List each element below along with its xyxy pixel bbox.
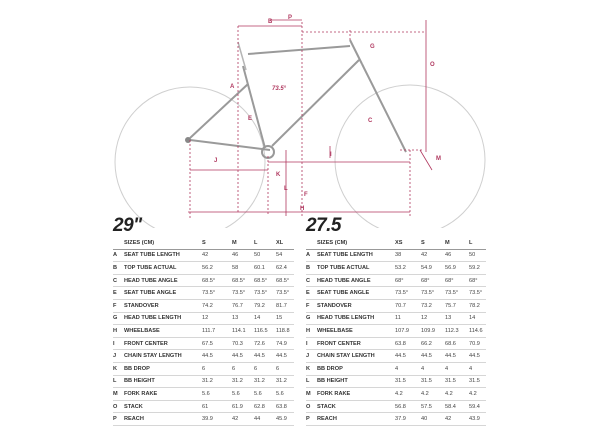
dimension-value: 5.6	[202, 388, 232, 401]
dimension-value: 53.2	[395, 262, 421, 275]
dimension-name: SEAT TUBE LENGTH	[317, 249, 395, 262]
dimension-code: B	[113, 262, 124, 275]
dimension-value: 61	[202, 400, 232, 413]
dimension-code: C	[113, 274, 124, 287]
size-column-header: XL	[276, 237, 294, 249]
dimension-value: 58.4	[445, 400, 469, 413]
dimension-value: 45.9	[276, 413, 294, 426]
dimension-value: 73.5°	[232, 287, 254, 300]
dimension-value: 44.5	[202, 350, 232, 363]
dimension-value: 73.5°	[276, 287, 294, 300]
dimension-value: 73.2	[421, 299, 445, 312]
table-row	[306, 274, 486, 287]
dimension-name: BB HEIGHT	[124, 375, 202, 388]
dimension-value: 68.6	[445, 337, 469, 350]
dimension-value: 44.5	[395, 350, 421, 363]
dimension-value: 54.9	[421, 262, 445, 275]
size-column-header: L	[254, 237, 276, 249]
dimension-value: 14	[469, 312, 486, 325]
dimension-value: 73.5°	[202, 287, 232, 300]
dimension-value: 31.5	[421, 375, 445, 388]
dimension-code: F	[306, 299, 317, 312]
dimension-value: 11	[395, 312, 421, 325]
table-row	[113, 299, 294, 312]
dim-label-h: H	[300, 206, 305, 212]
dimension-value: 5.6	[232, 388, 254, 401]
dimension-value: 39.9	[202, 413, 232, 426]
dimension-value: 68.5°	[232, 274, 254, 287]
dimension-value: 5.6	[276, 388, 294, 401]
dimension-name: REACH	[124, 413, 202, 426]
dimension-value: 42	[202, 249, 232, 262]
table-title-27-5: 27.5	[306, 215, 341, 236]
dimension-value: 63.8	[276, 400, 294, 413]
dimension-value: 4.2	[395, 388, 421, 401]
dimension-value: 111.7	[202, 325, 232, 338]
dimension-value: 68°	[445, 274, 469, 287]
dimension-value: 4.2	[469, 388, 486, 401]
dimension-value: 73.5°	[469, 287, 486, 300]
table-row	[113, 400, 294, 413]
dimension-value: 44.5	[276, 350, 294, 363]
dimension-code: F	[113, 299, 124, 312]
table-row	[113, 249, 294, 262]
size-column-header: S	[421, 237, 445, 249]
dimension-code: M	[306, 388, 317, 401]
dimension-code: E	[306, 287, 317, 300]
table-row	[306, 325, 486, 338]
dimension-name: HEAD TUBE ANGLE	[124, 274, 202, 287]
dimension-name: STANDOVER	[317, 299, 395, 312]
dimension-value: 44.5	[445, 350, 469, 363]
dimension-code: H	[113, 325, 124, 338]
dimension-name: TOP TUBE ACTUAL	[317, 262, 395, 275]
table-row	[306, 337, 486, 350]
dimension-value: 31.2	[276, 375, 294, 388]
dimension-value: 4.2	[421, 388, 445, 401]
geometry-table-29	[113, 237, 294, 426]
dim-label-p: P	[288, 15, 293, 21]
dimension-value: 31.2	[232, 375, 254, 388]
dimension-code: K	[113, 362, 124, 375]
table-row	[113, 375, 294, 388]
dimension-value: 70.7	[395, 299, 421, 312]
dimension-value: 70.9	[469, 337, 486, 350]
dimension-value: 107.9	[395, 325, 421, 338]
size-column-header: L	[469, 237, 486, 249]
dim-label-m: M	[436, 156, 441, 162]
dimension-value: 5.6	[254, 388, 276, 401]
table-row	[306, 388, 486, 401]
dimension-value: 6	[276, 362, 294, 375]
bike-frame	[190, 40, 406, 152]
table-row	[306, 287, 486, 300]
dimension-code: G	[306, 312, 317, 325]
dimension-value: 31.2	[202, 375, 232, 388]
dimension-value: 68°	[421, 274, 445, 287]
dimension-value: 44.5	[254, 350, 276, 363]
dimension-value: 42	[421, 249, 445, 262]
table-row	[113, 350, 294, 363]
dimension-value: 37.9	[395, 413, 421, 426]
dimension-code: P	[306, 413, 317, 426]
dimension-value: 62.4	[276, 262, 294, 275]
dimension-value: 44.5	[469, 350, 486, 363]
dimension-value: 70.3	[232, 337, 254, 350]
dimension-value: 59.2	[469, 262, 486, 275]
dimension-value: 81.7	[276, 299, 294, 312]
dimension-value: 73.5°	[445, 287, 469, 300]
dimension-value: 50	[469, 249, 486, 262]
dimension-name: FORK RAKE	[317, 388, 395, 401]
dimension-value: 4	[421, 362, 445, 375]
dim-label-b: B	[268, 19, 273, 25]
seat-angle-annotation: 73.5°	[272, 86, 287, 92]
dimension-code: M	[113, 388, 124, 401]
dimension-value: 44.5	[421, 350, 445, 363]
dimension-value: 75.7	[445, 299, 469, 312]
dimension-value: 4	[445, 362, 469, 375]
size-column-header: S	[202, 237, 232, 249]
dimension-value: 13	[445, 312, 469, 325]
dimension-value: 57.5	[421, 400, 445, 413]
dim-label-a: A	[230, 84, 235, 90]
dimension-value: 73.5°	[421, 287, 445, 300]
table-row	[113, 362, 294, 375]
sizes-header: SIZES (CM)	[124, 237, 202, 249]
dimension-name: CHAIN STAY LENGTH	[317, 350, 395, 363]
dimension-code: E	[113, 287, 124, 300]
dimension-value: 78.2	[469, 299, 486, 312]
dimension-value: 40	[421, 413, 445, 426]
dimension-value: 62.8	[254, 400, 276, 413]
dimension-value: 74.2	[202, 299, 232, 312]
dimension-name: STANDOVER	[124, 299, 202, 312]
dimension-value: 63.8	[395, 337, 421, 350]
dimension-value: 73.5°	[395, 287, 421, 300]
table-row	[113, 388, 294, 401]
dimension-value: 42	[232, 413, 254, 426]
dimension-value: 79.2	[254, 299, 276, 312]
dimension-code: P	[113, 413, 124, 426]
dimension-value: 60.1	[254, 262, 276, 275]
dimension-value: 46	[445, 249, 469, 262]
dimension-value: 43.9	[469, 413, 486, 426]
dimension-value: 15	[276, 312, 294, 325]
dimension-name: CHAIN STAY LENGTH	[124, 350, 202, 363]
dimension-value: 13	[232, 312, 254, 325]
dimension-name: FORK RAKE	[124, 388, 202, 401]
table-row	[306, 249, 486, 262]
dimension-code: I	[113, 337, 124, 350]
dimension-value: 54	[276, 249, 294, 262]
dimension-name: WHEELBASE	[124, 325, 202, 338]
dimension-code: B	[306, 262, 317, 275]
dimension-code: K	[306, 362, 317, 375]
dimension-name: REACH	[317, 413, 395, 426]
dimension-value: 68°	[469, 274, 486, 287]
dimension-code: G	[113, 312, 124, 325]
dimension-value: 118.8	[276, 325, 294, 338]
dimension-code: A	[113, 249, 124, 262]
dimension-name: BB DROP	[317, 362, 395, 375]
dimension-value: 58	[232, 262, 254, 275]
dimension-value: 31.5	[445, 375, 469, 388]
dimension-value: 116.5	[254, 325, 276, 338]
dim-label-f: F	[304, 192, 308, 198]
table-row	[306, 299, 486, 312]
dimension-value: 68°	[395, 274, 421, 287]
dimension-name: BB HEIGHT	[317, 375, 395, 388]
sizes-header: SIZES (CM)	[317, 237, 395, 249]
dimension-value: 74.9	[276, 337, 294, 350]
dimension-name: STACK	[124, 400, 202, 413]
table-row	[113, 312, 294, 325]
dimension-value: 68.5°	[276, 274, 294, 287]
table-row	[306, 262, 486, 275]
table-row	[113, 262, 294, 275]
dimension-value: 112.3	[445, 325, 469, 338]
dim-label-e: E	[248, 116, 253, 122]
dimension-name: HEAD TUBE ANGLE	[317, 274, 395, 287]
dim-label-g: G	[370, 44, 375, 50]
table-row	[113, 287, 294, 300]
dimension-code: I	[306, 337, 317, 350]
table-header-row	[306, 237, 486, 249]
dim-label-j: J	[214, 158, 218, 164]
dimension-value: 56.8	[395, 400, 421, 413]
dimension-code: J	[306, 350, 317, 363]
dimension-value: 12	[202, 312, 232, 325]
dimension-value: 6	[202, 362, 232, 375]
dimension-code: H	[306, 325, 317, 338]
dimension-value: 114.1	[232, 325, 254, 338]
table-row	[306, 362, 486, 375]
dim-label-c: C	[368, 118, 373, 124]
size-column-header: M	[232, 237, 254, 249]
dimension-value: 56.9	[445, 262, 469, 275]
dimension-value: 4	[469, 362, 486, 375]
size-column-header: XS	[395, 237, 421, 249]
dimension-name: HEAD TUBE LENGTH	[124, 312, 202, 325]
dimension-name: STACK	[317, 400, 395, 413]
dimension-value: 76.7	[232, 299, 254, 312]
dimension-value: 31.2	[254, 375, 276, 388]
table-row	[306, 413, 486, 426]
dimension-name: FRONT CENTER	[124, 337, 202, 350]
dimension-value: 4.2	[445, 388, 469, 401]
dimension-code: L	[306, 375, 317, 388]
seatpost	[238, 42, 246, 70]
table-title-29: 29"	[113, 215, 142, 236]
table-row	[306, 350, 486, 363]
size-column-header: M	[445, 237, 469, 249]
dim-label-i: I	[330, 152, 332, 158]
dimension-value: 6	[254, 362, 276, 375]
geometry-table-27-5	[306, 237, 486, 426]
dimension-name: SEAT TUBE LENGTH	[124, 249, 202, 262]
dimension-value: 67.5	[202, 337, 232, 350]
dimension-value: 12	[421, 312, 445, 325]
dimension-code: J	[113, 350, 124, 363]
dimension-value: 50	[254, 249, 276, 262]
dimension-name: BB DROP	[124, 362, 202, 375]
dimension-code: C	[306, 274, 317, 287]
table-row	[306, 400, 486, 413]
dimension-value: 61.9	[232, 400, 254, 413]
table-row	[113, 274, 294, 287]
dimension-value: 44	[254, 413, 276, 426]
dimension-value: 4	[395, 362, 421, 375]
dimension-value: 66.2	[421, 337, 445, 350]
dimension-code: O	[113, 400, 124, 413]
dimension-value: 73.5°	[254, 287, 276, 300]
table-row	[306, 312, 486, 325]
dimension-code: O	[306, 400, 317, 413]
dimension-value: 59.4	[469, 400, 486, 413]
dimension-value: 44.5	[232, 350, 254, 363]
size-column-header	[306, 237, 317, 249]
dim-label-k: K	[276, 172, 281, 178]
table-row	[113, 325, 294, 338]
dimension-name: WHEELBASE	[317, 325, 395, 338]
dim-label-o: O	[430, 62, 435, 68]
dimension-value: 14	[254, 312, 276, 325]
dimension-value: 114.6	[469, 325, 486, 338]
dimension-value: 31.5	[395, 375, 421, 388]
dimension-code: A	[306, 249, 317, 262]
dimension-value: 68.5°	[202, 274, 232, 287]
dimension-value: 31.5	[469, 375, 486, 388]
dim-label-l: L	[284, 186, 288, 192]
dimension-name: SEAT TUBE ANGLE	[124, 287, 202, 300]
dimension-name: HEAD TUBE LENGTH	[317, 312, 395, 325]
table-row	[306, 375, 486, 388]
size-column-header	[113, 237, 124, 249]
dimension-value: 109.9	[421, 325, 445, 338]
table-row	[113, 413, 294, 426]
dimension-name: SEAT TUBE ANGLE	[317, 287, 395, 300]
dimension-value: 6	[232, 362, 254, 375]
table-header-row	[113, 237, 294, 249]
dimension-code: L	[113, 375, 124, 388]
table-row	[113, 337, 294, 350]
dimension-value: 72.6	[254, 337, 276, 350]
dimension-value: 42	[445, 413, 469, 426]
dimension-name: FRONT CENTER	[317, 337, 395, 350]
dimension-name: TOP TUBE ACTUAL	[124, 262, 202, 275]
dimension-value: 46	[232, 249, 254, 262]
dimension-value: 56.2	[202, 262, 232, 275]
dimension-value: 68.5°	[254, 274, 276, 287]
dimension-value: 38	[395, 249, 421, 262]
